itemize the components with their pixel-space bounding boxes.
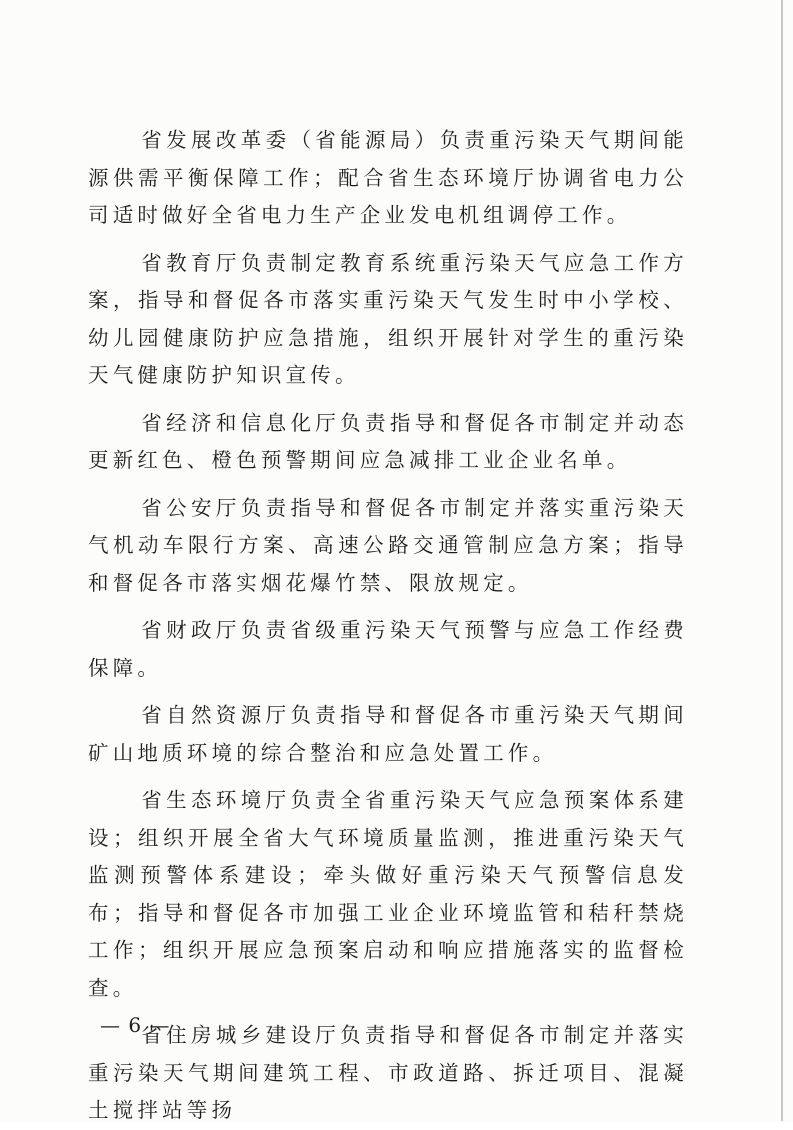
paragraph-natural-resources: 省自然资源厅负责指导和督促各市重污染天气期间矿山地质环境的综合整治和应急处置工作。 [88, 703, 688, 765]
paragraph-development-reform: 省发展改革委（省能源局）负责重污染天气期间能源供需平衡保障工作；配合省生态环境厅协调省电力公司适时做好全省电力生产企业发电机组调停工作。 [88, 128, 688, 227]
paragraph-housing-construction: 省住房城乡建设厅负责指导和督促各市制定并落实重污染天气期间建筑工程、市政道路、拆迁项目、混凝土搅拌站等扬 [88, 1023, 688, 1122]
scan-edge-line [781, 0, 783, 1121]
paragraph-ecology-environment: 省生态环境厅负责全省重污染天气应急预案体系建设；组织开展全省大气环境质量监测，推进重污染天气监测预警体系建设；牵头做好重污染天气预警信息发布；指导和督促各市加强工业企业环境监管和秸秆禁烧工作；组织开展应急预案启动和响应措施落实的监督检查。 [88, 788, 688, 1000]
paragraph-education: 省教育厅负责制定教育系统重污染天气应急工作方案，指导和督促各市落实重污染天气发生时中小学校、幼儿园健康防护应急措施，组织开展针对学生的重污染天气健康防护知识宣传。 [88, 250, 688, 387]
body-text [88, 122, 688, 1130]
page-number: — 6 — [100, 1013, 171, 1037]
paragraph-economy-informatization: 省经济和信息化厅负责指导和督促各市制定并动态更新红色、橙色预警期间应急减排工业企业名单。 [88, 410, 688, 472]
paragraph-public-security: 省公安厅负责指导和督促各市制定并落实重污染天气机动车限行方案、高速公路交通管制应急方案；指导和督促各市落实烟花爆竹禁、限放规定。 [88, 495, 688, 595]
paragraph-finance: 省财政厅负责省级重污染天气预警与应急工作经费保障。 [88, 618, 688, 680]
